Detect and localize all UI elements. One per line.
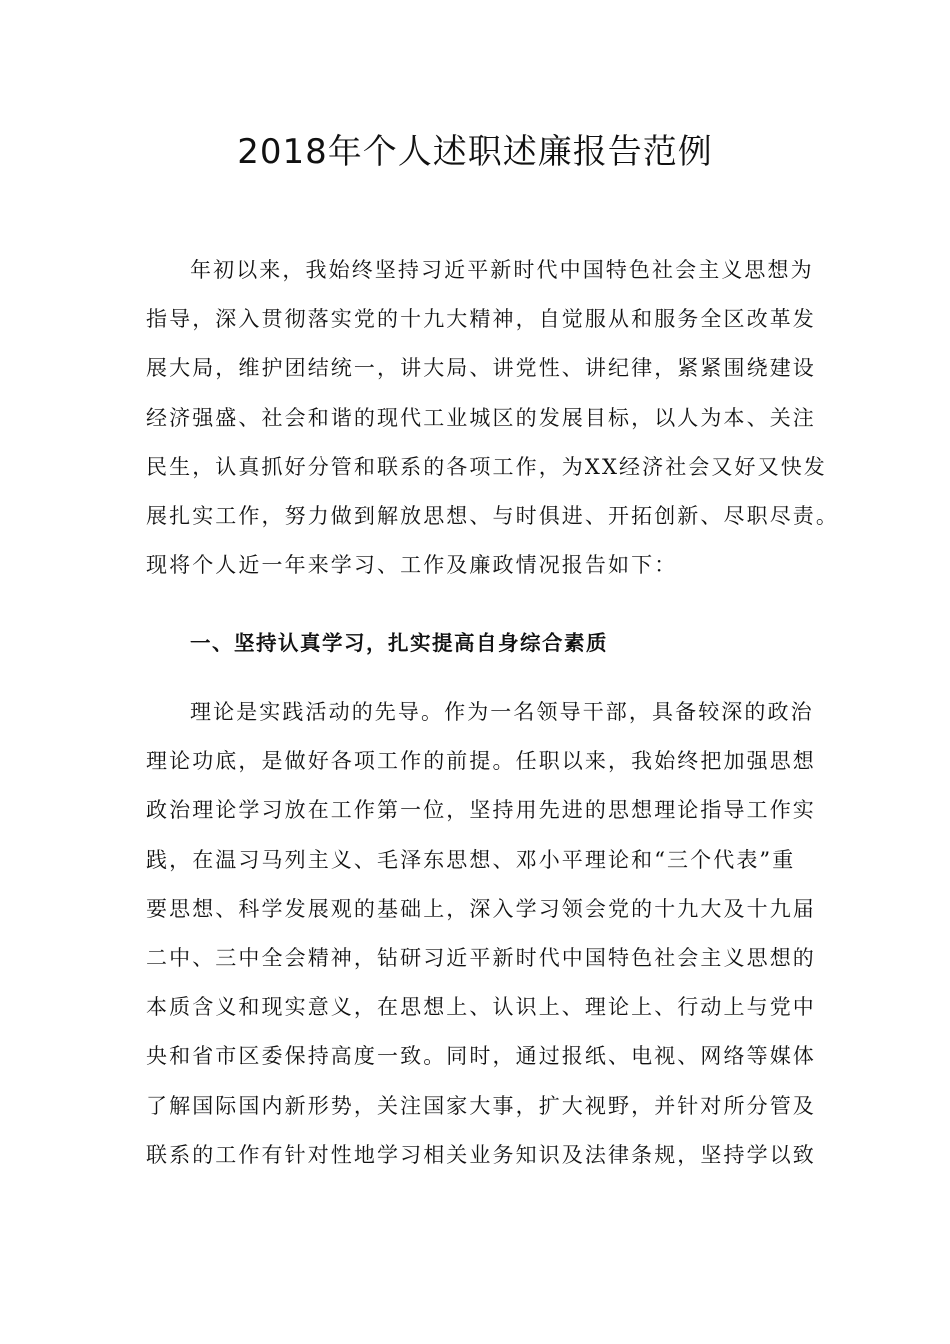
paragraph-line: 民生，认真抓好分管和联系的各项工作，为XX经济社会又好又快发 [146,454,827,479]
paragraph-line: 联系的工作有针对性地学习相关业务知识及法律条规，坚持学以致 [146,1142,816,1167]
paragraph-line: 展大局，维护团结统一，讲大局、讲党性、讲纪律，紧紧围绕建设 [146,356,816,381]
paragraph-line: 指导，深入贯彻落实党的十九大精神，自觉服从和服务全区改革发 [146,307,816,332]
section-heading: 一、坚持认真学习，扎实提高自身综合素质 [190,631,608,655]
paragraph-line: 二中、三中全会精神，钻研习近平新时代中国特色社会主义思想的 [146,946,816,971]
paragraph-line: 展扎实工作，努力做到解放思想、与时俱进、开拓创新、尽职尽责。 [146,504,839,529]
paragraph-line: 了解国际国内新形势，关注国家大事，扩大视野，并针对所分管及 [146,1093,816,1118]
paragraph-line: 要思想、科学发展观的基础上，深入学习领会党的十九大及十九届 [146,896,816,921]
paragraph-line: 现将个人近一年来学习、工作及廉政情况报告如下： [146,553,678,578]
paragraph-line: 理论是实践活动的先导。作为一名领导干部，具备较深的政治 [190,700,814,724]
paragraph-line: 经济强盛、社会和谐的现代工业城区的发展目标，以人为本、关注 [146,405,816,430]
section1-paragraph [146,688,816,1180]
paragraph-line: 本质含义和现实意义，在思想上、认识上、理论上、行动上与党中 [146,995,816,1020]
paragraph-line: 践，在温习马列主义、毛泽东思想、邓小平理论和“三个代表”重 [146,847,796,872]
paragraph-line: 年初以来，我始终坚持习近平新时代中国特色社会主义思想为 [190,258,814,282]
paragraph-line: 央和省市区委保持高度一致。同时，通过报纸、电视、网络等媒体 [146,1044,816,1069]
paragraph-line: 政治理论学习放在工作第一位，坚持用先进的思想理论指导工作实 [146,798,816,823]
intro-paragraph [146,246,839,590]
paragraph-line: 理论功底，是做好各项工作的前提。任职以来，我始终把加强思想 [146,749,816,774]
document-title: 2018年个人述职述廉报告范例 [237,132,713,172]
